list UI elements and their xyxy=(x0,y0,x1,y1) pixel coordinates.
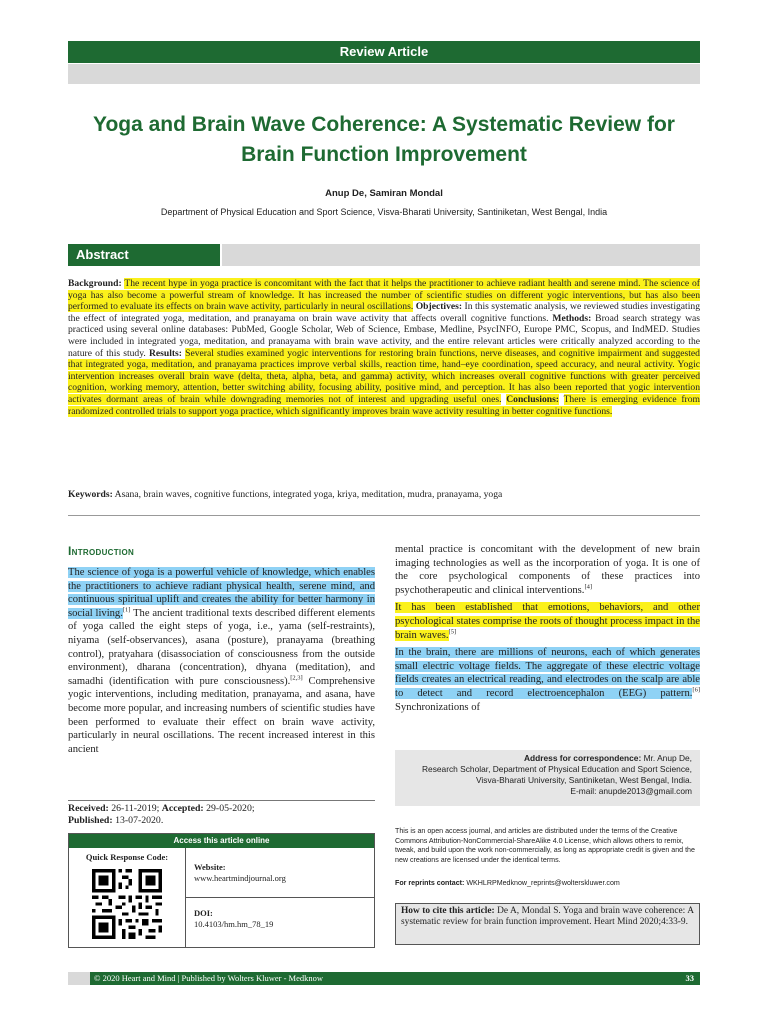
results-label: Results: xyxy=(148,347,182,359)
intro-r2 xyxy=(395,601,700,642)
correspondence-line2: Visva-Bharati University, Santiniketan, West Bengal, India. xyxy=(476,775,692,785)
intro-left-column xyxy=(68,566,375,756)
published-label: Published: xyxy=(68,815,113,826)
reprints-label: For reprints contact: xyxy=(395,879,465,887)
background-text: The recent hype in yoga practice is concomitant with the fact that it helps the practitioner to achieve radiant health and serene mind. The science of yoga has also become a powerful stream of knowledge. It has increased the number of scientific studies on different yogic interventions, but has also been performed to evaluate its effects on brain wave activity, particularly in neural oscillations. xyxy=(68,278,700,313)
objectives-text: In this systematic analysis, we reviewed studies investigating the effect of integrated yoga, meditation, and pranayama on brain wave activity that affects overall cognitive functions. xyxy=(68,301,700,324)
doi-cell xyxy=(186,898,374,947)
citation: [6] xyxy=(692,686,700,694)
divider xyxy=(68,515,700,516)
footer-text: © 2020 Heart and Mind | Published by Wolters Kluwer - Medknow xyxy=(94,973,323,983)
qr-code-icon[interactable] xyxy=(92,869,162,939)
access-heading: Access this article online xyxy=(69,834,374,848)
page-number: 33 xyxy=(685,973,694,983)
website-link[interactable]: www.heartmindjournal.org xyxy=(194,873,286,883)
correspondence-email[interactable]: E-mail: anupde2013@gmail.com xyxy=(570,786,692,796)
affiliation: Department of Physical Education and Sport Science, Visva-Bharati University, Santiniketan, West Bengal, India xyxy=(160,207,608,217)
correspondence-label: Address for correspondence: xyxy=(523,753,642,763)
intro-r3-text: Synchronizations of xyxy=(395,701,481,713)
banner-bar xyxy=(68,64,700,84)
conclusions-label: Conclusions: xyxy=(506,393,559,405)
intro-p1-highlight: The science of yoga is a powerful vehicle of knowledge, which enables the practitioners to achieve radiant physical health, serene mind, and continuous spiritual uplift and creates the ability for better harmony in social living. xyxy=(68,567,375,619)
doi-link[interactable]: 10.4103/hm.hm_78_19 xyxy=(194,919,274,929)
methods-text: Broad search strategy was practiced using several online databases: PubMed, Google Scholar, Web of Science, Embase, Medline, PsycINFO, Europe PMC, Scopus, and IndMED. Studies were included in integrated yoga, meditation, and pranayama with brain wave activity, and the entire relevant articles were critically analyzed according to the nature of this study. xyxy=(68,312,701,359)
abstract-heading: Abstract xyxy=(68,244,220,266)
reprints-contact xyxy=(395,879,700,889)
citation: [2,3] xyxy=(290,674,303,682)
page-footer xyxy=(68,972,700,985)
reprints-email[interactable]: WKHLRPMedknow_reprints@wolterskluwer.com xyxy=(464,879,620,887)
citation: [1] xyxy=(122,606,131,614)
keywords xyxy=(68,489,700,501)
methods-label: Methods: xyxy=(552,312,592,324)
received-label: Received: xyxy=(68,803,109,814)
doi-label: DOI: xyxy=(194,908,213,918)
section-banner: Review Article xyxy=(68,41,700,63)
accepted-date: 29-05-2020; xyxy=(203,803,255,814)
cite-text: De A, Mondal S. Yoga and brain wave coherence: A systematic review for brain function improvement. Heart Mind 2020;4:33-9. xyxy=(401,906,694,928)
abstract-body xyxy=(68,278,700,417)
authors: Anup De, Samiran Mondal xyxy=(325,188,443,199)
background-label: Background: xyxy=(68,278,122,289)
introduction-heading: Introduction xyxy=(68,544,135,558)
qr-cell xyxy=(69,848,186,947)
abstract-bar xyxy=(222,244,700,266)
objectives-label: Objectives: xyxy=(415,301,463,313)
footer-bar xyxy=(68,972,90,985)
intro-r1-text: mental practice is concomitant with the development of new brain imaging technologies as well as the incorporation of yoga. It is one of the core psychological components of these practices into psychotherapeutic and clinical interventions. xyxy=(395,544,700,596)
correspondence-name: Mr. Anup De, xyxy=(641,753,692,763)
intro-r1 xyxy=(395,543,700,597)
citation: [4] xyxy=(584,583,593,591)
license-text: This is an open access journal, and articles are distributed under the terms of the Creative Commons Attribution-NonCommercial-ShareAlike 4.0 License, which allows others to remix, tweak, and build upon the work non-commercially, as long as appropriate credit is given and the new creations are licensed under the identical terms. xyxy=(395,827,695,864)
article-title: Yoga and Brain Wave Coherence: A Systematic Review for Brain Function Improvement xyxy=(93,113,675,166)
intro-r3 xyxy=(395,646,700,714)
article-dates xyxy=(68,800,375,827)
conclusions-text: There is emerging evidence from randomized controlled trials to support yoga practice, which significantly improves brain wave activity resulting in better cognitive functions. xyxy=(68,393,701,417)
qr-label: Quick Response Code: xyxy=(85,852,169,862)
intro-p1-text: The ancient traditional texts described different elements of yoga called the eight steps of yoga, i.e., yama (self-restraints), niyama (self-observances), asana (posture), pranayama (breathing control), pratyahara (disassociation of consciousness from the outside environment), dharana (concentration), dhyana (meditation), and samadhi (identification with pure consciousness). xyxy=(68,607,375,687)
website-label: Website: xyxy=(194,862,226,872)
citation-box xyxy=(395,903,700,945)
intro-right-column xyxy=(395,543,700,718)
results-text: Several studies examined yogic interventions for restoring brain functions, nerve diseases, and cognitive impairment and suggested that integrated yoga, meditation, and pranayama practices improve verbal skills, reaction time, hand–eye coordination, speed accuracy, and neural activity. Yogic intervention increases overall brain wave (delta, theta, alpha, beta, and gamma) activity, which increases overall cognitive functions with greater perceived cognition, working memory, attention, better switching ability, focusing ability, positive mind, and perception. It has also been reported that yogic intervention activates dormant areas of brain while downgrading memories not of interest and upgrading useful ones. xyxy=(68,347,700,405)
received-date: 26-11-2019; xyxy=(108,803,162,814)
intro-r2-highlight: It has been established that emotions, behaviors, and other psychological states comprise the roots of thought process impact in the brain waves. xyxy=(395,602,700,641)
correspondence-line1: Research Scholar, Department of Physical Education and Sport Science, xyxy=(421,764,692,774)
access-online-box xyxy=(68,833,375,948)
intro-p1-text2: Comprehensive yogic interventions, including meditation, pranayama, and asana, have become more popular, and increasing numbers of scientific studies have been performed to evaluate their effect on brain wave activity, particularly in neural oscillations. The recent increased interest in this ancient xyxy=(68,675,375,755)
accepted-label: Accepted: xyxy=(161,803,204,814)
keywords-text: Asana, brain waves, cognitive functions, integrated yoga, kriya, meditation, mudra, pranayama, yoga xyxy=(114,489,503,500)
intro-r3-highlight: In the brain, there are millions of neurons, each of which generates small electric voltage fields. The aggregate of these electric voltage fields creates an electrical reading, and electrodes on the scalp are able to detect and record electroencephalon (EEG) pattern. xyxy=(395,647,700,699)
keywords-label: Keywords: xyxy=(68,489,113,500)
published-date: 13-07-2020. xyxy=(112,815,164,826)
cite-label: How to cite this article: xyxy=(401,906,495,916)
correspondence-box xyxy=(395,750,700,806)
website-cell xyxy=(186,848,374,898)
citation: [5] xyxy=(448,628,457,636)
